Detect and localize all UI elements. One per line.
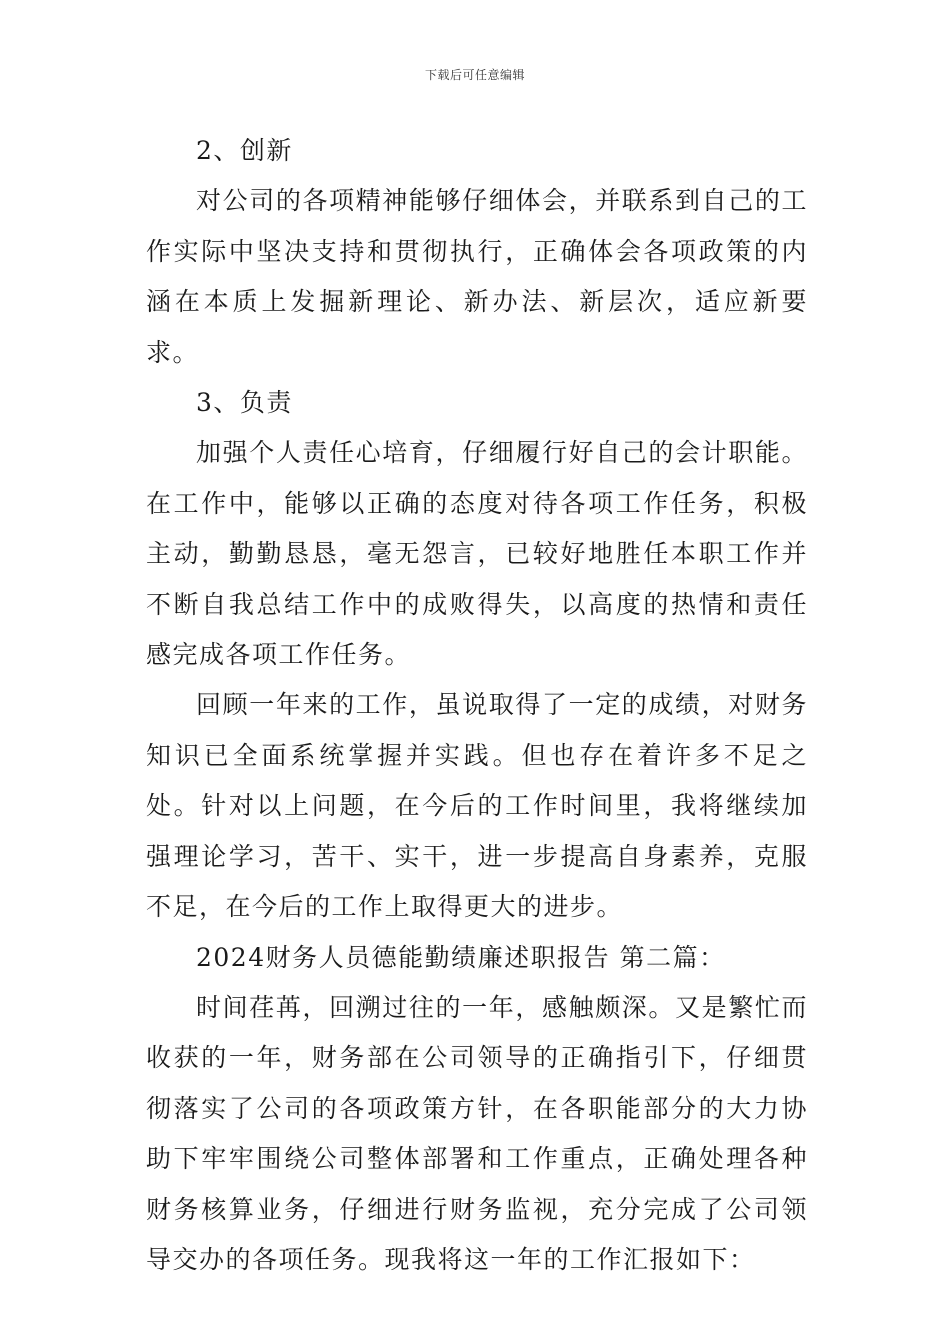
document-body — [146, 126, 808, 1285]
paragraph-review: 回顾一年来的工作，虽说取得了一定的成绩，对财务知识已全面系统掌握并实践。但也存在着许多不足之处。针对以上问题，在今后的工作时间里，我将继续加强理论学习，苦干、实干，进一步提高自身素养，克服不足，在今后的工作上取得更大的进步。 — [146, 690, 808, 922]
paragraph-responsibility: 加强个人责任心培育，仔细履行好自己的会计职能。在工作中，能够以正确的态度对待各项工作任务，积极主动，勤勤恳恳，毫无怨言，已较好地胜任本职工作并不断自我总结工作中的成败得失，以高度的热情和责任感完成各项工作任务。 — [146, 438, 808, 670]
paragraph-innovation: 对公司的各项精神能够仔细体会，并联系到自己的工作实际中坚决支持和贯彻执行，正确体会各项政策的内涵在本质上发掘新理论、新办法、新层次，适应新要求。 — [146, 186, 808, 367]
section-heading-responsibility: 3、负责 — [196, 388, 293, 418]
paragraph-second-part-intro: 时间荏苒，回溯过往的一年，感触颇深。又是繁忙而收获的一年，财务部在公司领导的正确指引下，仔细贯彻落实了公司的各项政策方针，在各职能部分的大力协助下牢牢围绕公司整体部署和工作重点，正确处理各种财务核算业务，仔细进行财务监视，充分完成了公司领导交办的各项任务。现我将这一年的工作汇报如下： — [146, 992, 808, 1274]
report-title-second-part: 2024财务人员德能勤绩廉述职报告 第二篇： — [196, 942, 726, 972]
page-header: 下载后可任意编辑 — [424, 68, 525, 82]
section-heading-innovation: 2、创新 — [196, 136, 293, 165]
